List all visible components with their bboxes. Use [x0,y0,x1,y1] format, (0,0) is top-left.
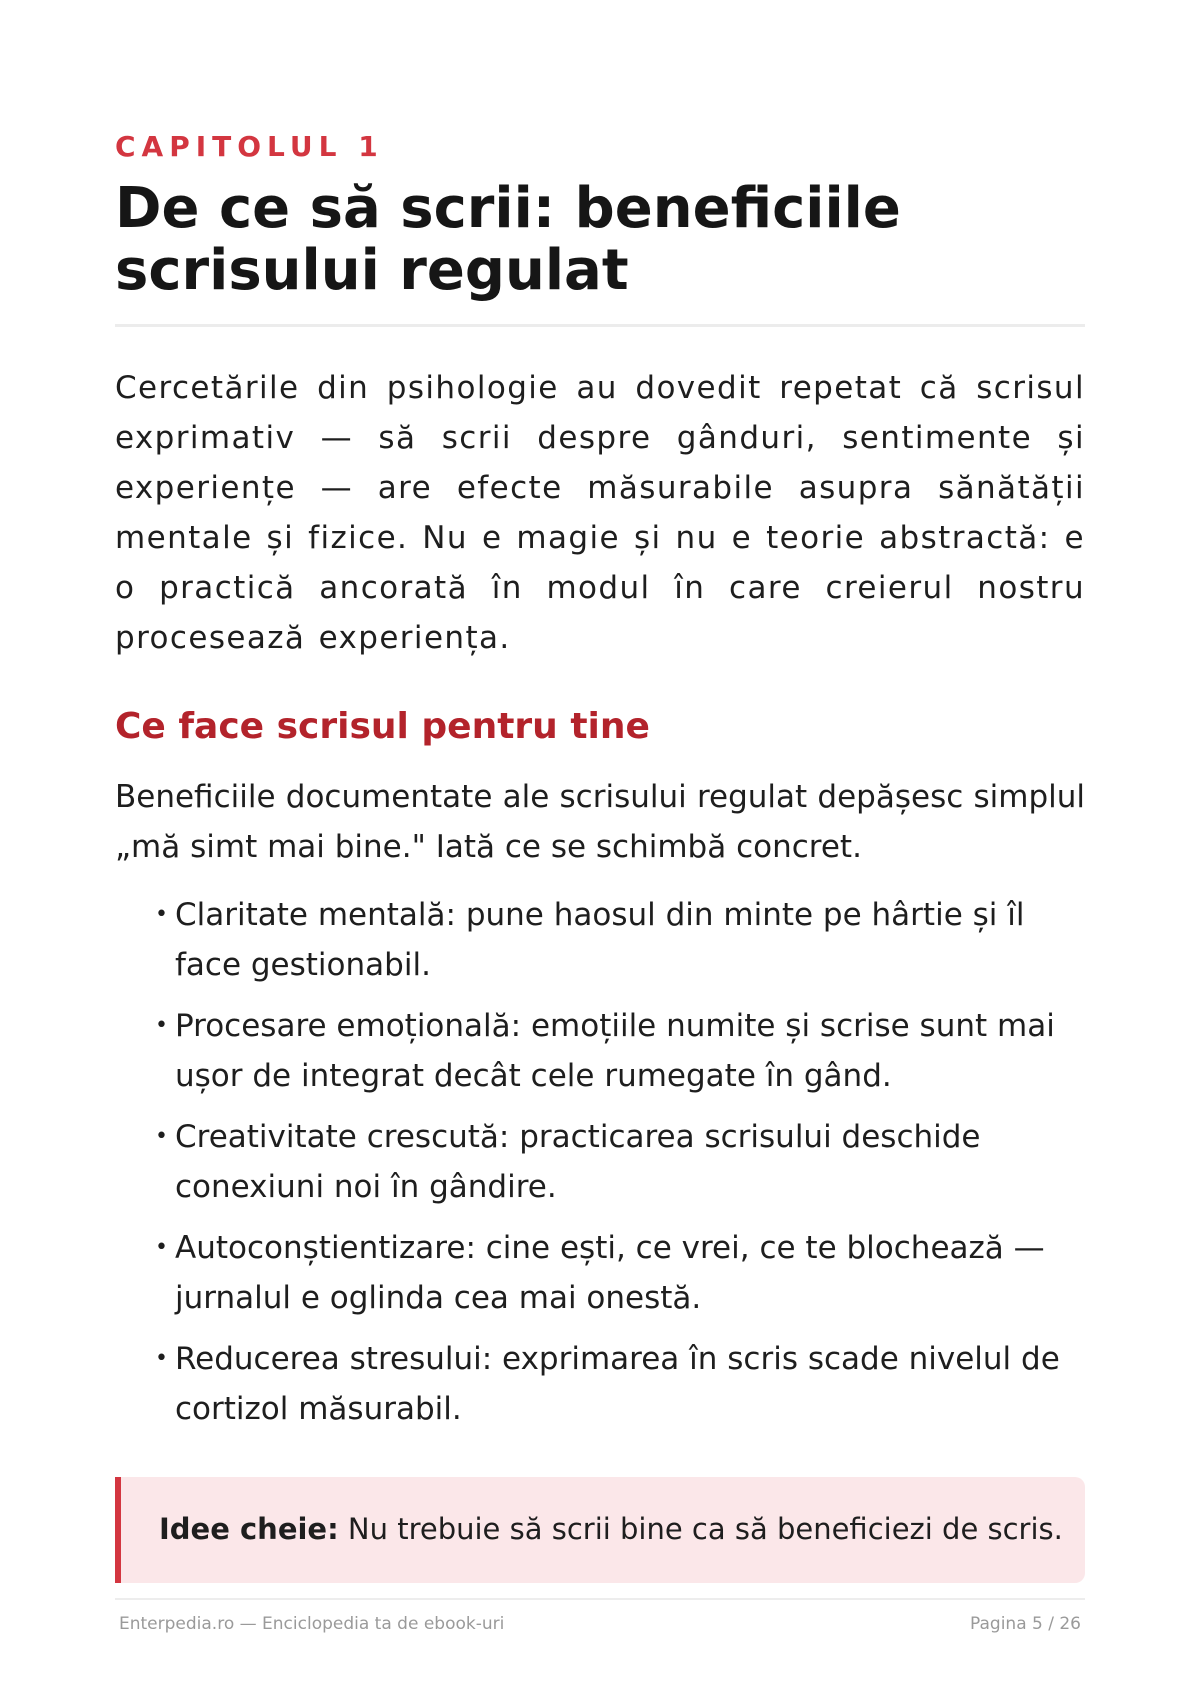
benefit-item-creativitate [155,1112,1085,1212]
bullet-icon: • [155,1346,168,1371]
benefit-text: Creativitate crescută: practicarea scrisului deschide conexiuni noi în gândire. [175,1119,981,1205]
title-divider [115,324,1085,327]
footer-site-name: Enterpedia.ro — Enciclopedia ta de ebook-uri [119,1614,505,1634]
page [115,0,1085,1683]
callout-body: Nu trebuie să scrii bine ca să beneficiezi de scris. [338,1512,1063,1546]
bullet-icon: • [155,1124,168,1149]
benefits-list [155,890,1085,1445]
callout-label: Idee cheie: [159,1512,339,1546]
benefit-item-procesare [155,1001,1085,1101]
benefit-item-autoconstientizare [155,1223,1085,1323]
section-lead-paragraph: Beneficiile documentate ale scrisului regulat depășesc simplul „mă simt mai bine." Iată ce se schimbă concret. [115,779,1085,865]
benefit-text: Reducerea stresului: exprimarea în scris scade nivelul de cortizol măsurabil. [175,1341,1060,1427]
chapter-label: CAPITOLUL 1 [115,130,384,163]
callout-text [159,1509,1063,1549]
benefit-text: Claritate mentală: pune haosul din minte pe hârtie și îl face gestionabil. [175,897,1025,983]
benefit-item-claritate [155,890,1085,990]
bullet-icon: • [155,902,168,927]
bullet-icon: • [155,1235,168,1260]
benefit-text: Autoconștientizare: cine ești, ce vrei, ce te blochează — jurnalul e oglinda cea mai onestă. [175,1230,1045,1316]
bullet-icon: • [155,1013,168,1038]
chapter-title: De ce să scrii: beneficiile scrisului regulat [115,176,901,303]
key-idea-callout [115,1477,1085,1583]
footer-divider [115,1598,1085,1600]
footer-page-number: Pagina 5 / 26 [970,1614,1081,1634]
benefit-item-stres [155,1334,1085,1434]
benefit-text: Procesare emoțională: emoțiile numite și scrise sunt mai ușor de integrat decât cele rumegate în gând. [175,1008,1055,1094]
section-heading: Ce face scrisul pentru tine [115,706,650,747]
intro-paragraph: Cercetările din psihologie au dovedit repetat că scrisul exprimativ — să scrii despre gânduri, sentimente și experiențe — are efecte măsurabile asupra sănătății mentale și fizice. Nu e magie și nu e teorie abstractă: e o practică ancorată în modul în care creierul nostru procesează experiența. [115,370,1085,656]
